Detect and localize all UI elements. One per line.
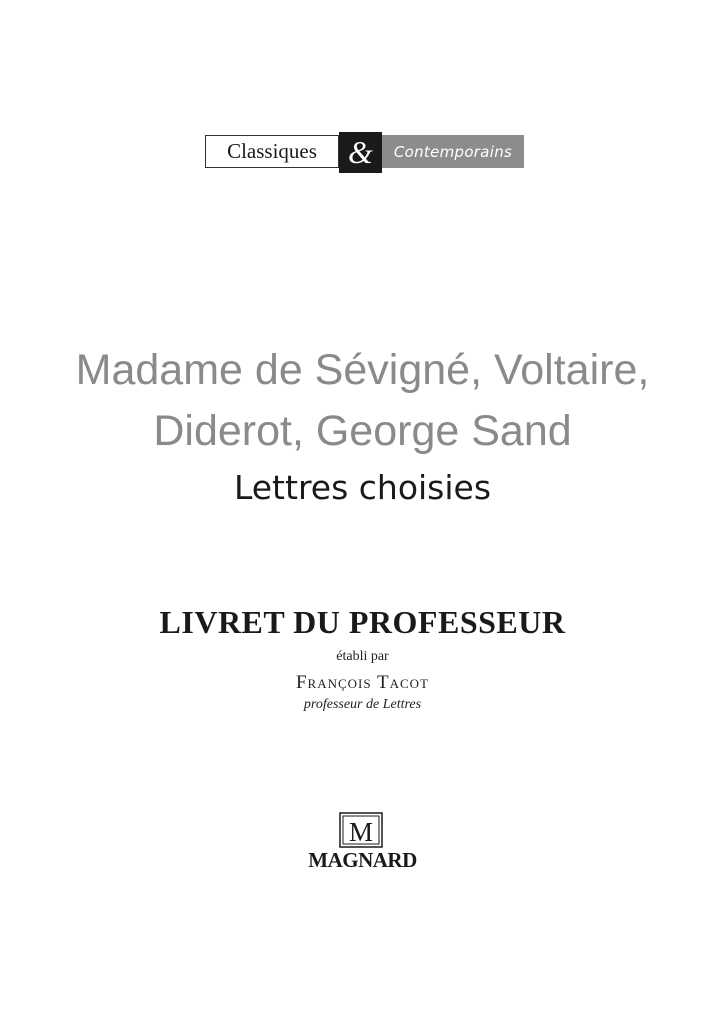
by-line: établi par: [336, 649, 389, 664]
publisher-logo-letter: M: [348, 817, 374, 847]
collection-label-contemporains: Contemporains: [382, 135, 524, 168]
booklet-heading: LIVRET DU PROFESSEUR: [159, 604, 566, 640]
authors-line-2: Diderot, George Sand: [153, 407, 572, 455]
authors-block: [0, 340, 725, 462]
editor-role: professeur de Lettres: [303, 697, 422, 712]
work-title: Lettres choisies: [233, 468, 492, 507]
collection-ampersand: &: [339, 132, 382, 173]
publisher-logo-icon: [339, 812, 383, 848]
authors-line-1: Madame de Sévigné, Voltaire,: [75, 346, 650, 394]
collection-label-classiques: Classiques: [205, 135, 339, 168]
editor-name: François Tacot: [295, 672, 430, 693]
publisher-name: MAGNARD: [308, 848, 417, 872]
collection-banner: [205, 132, 524, 173]
